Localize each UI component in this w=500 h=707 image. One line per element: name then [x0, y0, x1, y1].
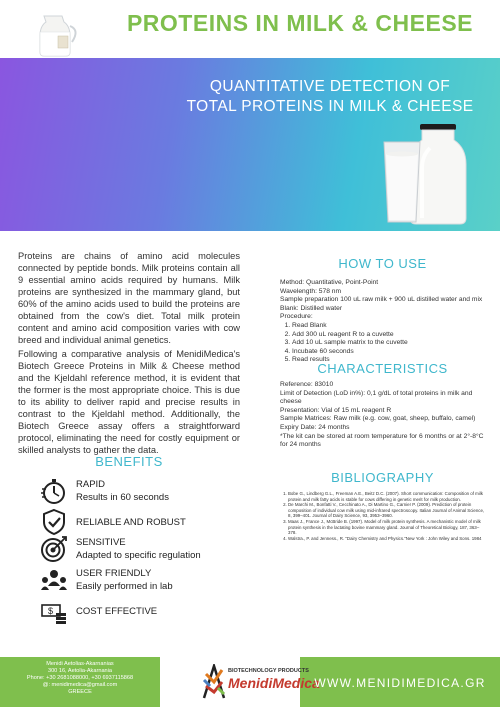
benefits-title: BENEFITS — [95, 454, 163, 469]
target-icon — [40, 535, 68, 563]
expiry-text: Expiry Date: 24 months — [280, 423, 350, 431]
logo-brand-name: MenidiMedica — [228, 675, 320, 691]
country-text: GREECE — [68, 689, 92, 695]
benefit-reliable-title: RELIABLE AND ROBUST — [76, 516, 186, 528]
benefit-sensitive-desc: Adapted to specific regulation — [76, 550, 201, 561]
benefit-user-friendly-desc: Easily performed in lab — [76, 581, 173, 592]
intro-paragraph-2: Following a comparative analysis of MenidiMedica's Biotech Greece Proteins in Milk & Cheese method and the Kjeldahl reference method, it is evident that the former is the most appropriate choice. This is due to its ability to deliver rapid and precise results in contrast to the Kjeldahl method. Additionally, the Biotech Greece assay offers a straightforward protocol, eliminating the need for costly equipment or skilled analysts to gather the data. — [18, 349, 240, 455]
money-icon — [40, 597, 68, 625]
procedure-step: 2. Add 300 uL reagent R to a cuvette — [292, 331, 485, 340]
benefit-sensitive — [40, 535, 240, 563]
bibliography-list — [280, 491, 485, 541]
header-bar — [0, 0, 500, 58]
benefit-rapid — [40, 477, 240, 505]
procedure-label: Procedure: — [280, 313, 313, 321]
website-link[interactable]: WWW.MENIDIMEDICA.GR — [314, 676, 486, 690]
benefit-rapid-title: RAPID — [76, 479, 106, 490]
procedure-step: 4. Incubate 60 seconds — [292, 348, 485, 357]
sample-prep-text: Sample preparation 100 uL raw milk + 900 uL distilled water and mix — [280, 296, 483, 304]
method-text: Method: Quantitative, Point-Point — [280, 279, 379, 286]
bibliography-title: BIBLIOGRAPHY — [331, 470, 434, 485]
procedure-step: 1. Read Blank — [292, 322, 485, 331]
benefit-sensitive-title: SENSITIVE — [76, 537, 126, 548]
bibliography-item: 3. Maas J., France J., McBride B. (1997). Model of milk protein synthesis. A mechanistic model of milk protein synthesis in the lactating bovine mammary gland. Journal of Theoretical Biology, 187, 363–378. — [288, 519, 485, 536]
address-line-1: Menidi Aetolias-Akarnanias — [46, 661, 114, 667]
reference-text: Reference: 83010 — [280, 381, 334, 388]
how-to-use-body — [280, 279, 485, 365]
banner-subtitle-line1: QUANTITATIVE DETECTION OF — [209, 78, 451, 95]
benefit-reliable — [40, 508, 240, 536]
matrices-text: Sample Matrices: Raw milk (e.g. cow, goat, sheep, buffalo, camel) — [280, 415, 476, 423]
milk-bottle-and-glass-image — [360, 58, 500, 228]
how-to-use-title: HOW TO USE — [338, 256, 427, 271]
banner-subtitle-line2: TOTAL PROTEINS IN MILK & CHEESE — [186, 98, 474, 115]
storage-text: *The kit can be stored at room temperature for 6 months or at 2°-8°C for 24 months — [280, 432, 484, 449]
phone-text: Phone: +30 2681088000, +30 6937115868 — [26, 675, 134, 681]
intro-paragraph-1: Proteins are chains of amino acid molecules connected by peptide bonds. Milk proteins contain all 9 essential amino acids required by humans. Milk proteins are synthesized in the mammary gland, but 60% of the amino acids used to build the proteins are obtained from the cow's diet. Total milk protein content and amino acid composition varies with cow breed and individual animal genetics. — [18, 251, 240, 345]
benefit-cost-effective-title: COST EFFECTIVE — [76, 605, 158, 617]
menidimedica-logo-icon — [200, 664, 228, 700]
lod-text: Limit of Detection (LoD in%): 0,1 g/dL of total proteins in milk and cheese — [280, 389, 473, 406]
benefit-cost-effective — [40, 597, 240, 625]
svg-text:$: $ — [48, 606, 54, 616]
shield-check-icon — [40, 508, 68, 536]
procedure-step: 5. Read results — [292, 356, 485, 365]
benefit-user-friendly — [40, 566, 240, 594]
address-line-2: 300 16, Aetolia-Akarnania — [47, 668, 113, 674]
benefit-rapid-desc: Results in 60 seconds — [76, 492, 169, 503]
email-text: @: menidimedica@gmail.com — [42, 682, 118, 688]
page-title: PROTEINS IN MILK & CHEESE — [126, 10, 474, 36]
milk-jug-icon — [30, 6, 82, 58]
characteristics-body — [280, 381, 485, 450]
users-icon — [40, 566, 68, 594]
procedure-steps — [280, 322, 485, 365]
benefit-user-friendly-title: USER FRIENDLY — [76, 568, 152, 579]
blank-text: Blank: Distilled water — [280, 304, 343, 312]
procedure-step: 3. Add 10 uL sample matrix to the cuvette — [292, 339, 485, 348]
characteristics-title: CHARACTERISTICS — [317, 361, 448, 376]
bibliography-item: 4. Walstra., P. and Jenness., R. "Dairy Chemistry and Physics."New York : John Wiley and Sons. 1984 — [288, 536, 485, 542]
footer-contact — [0, 657, 160, 707]
intro-text — [18, 250, 240, 458]
stopwatch-icon — [40, 477, 68, 505]
presentation-text: Presentation: Vial of 15 mL reagent R — [280, 406, 392, 414]
logo-tagline: BIOTECHNOLOGY PRODUCTS — [228, 668, 309, 674]
wavelength-text: Wavelength: 578 nm — [280, 287, 342, 295]
bibliography-body — [280, 491, 485, 541]
bibliography-item: 2. De Marchi M., Bonfatti V., Cecchinato A., Di Martino G., Carnier P. (2009). Prediction of protein composition of individual cow milk using mid-infrared spectroscopy. Italian Journal of Animal Science, 8, 399–401. Journal of Dairy Science, 93, 3953–3960. — [288, 502, 485, 519]
bibliography-item: 1. Bobe G., Lindberg G.L., Freeman A.E., Beitz D.C. (2007). Short communication: Composition of milk protein and milk fatty acids is stable for cows differing in genetic merit for milk production. — [288, 491, 485, 502]
